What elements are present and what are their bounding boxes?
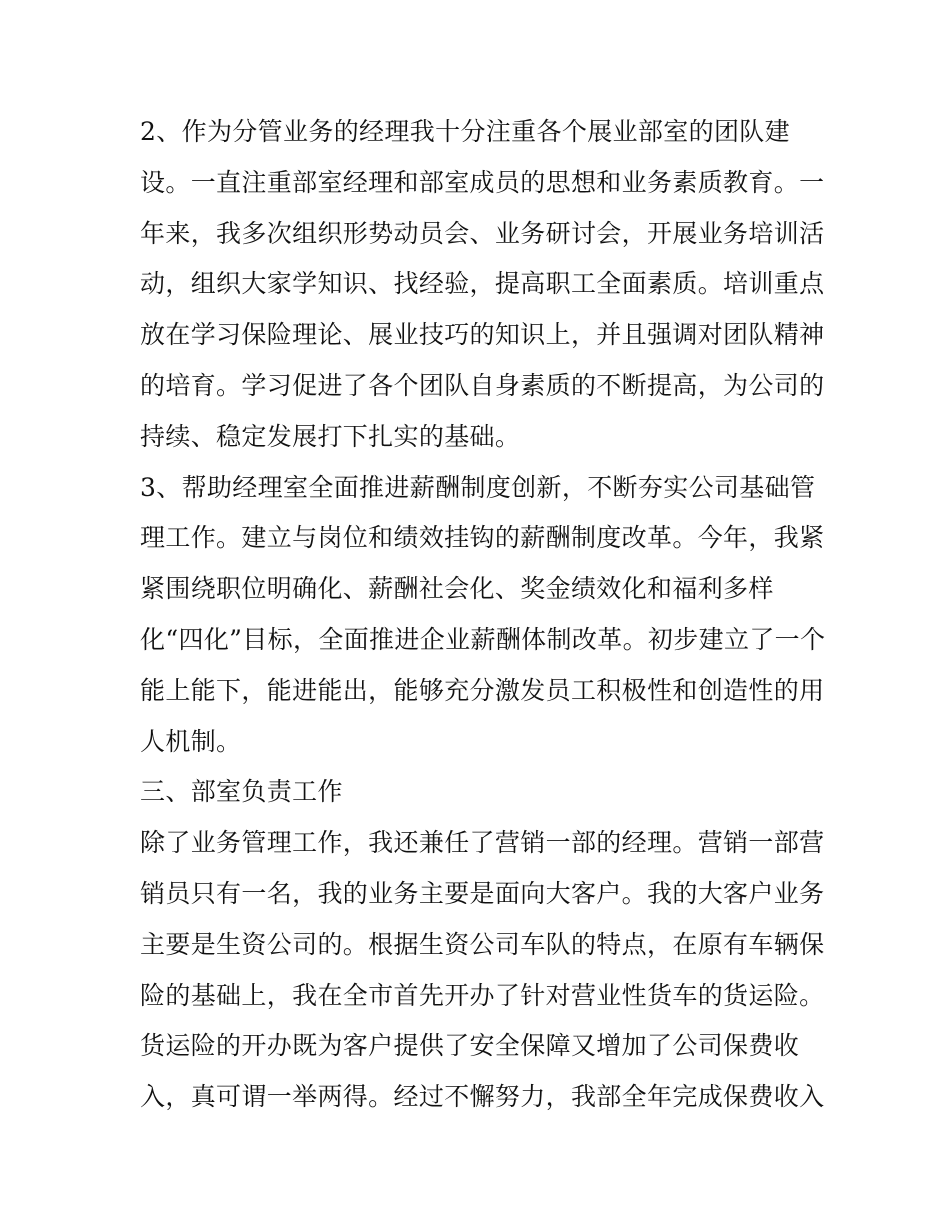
text-line: 的培育。学习促进了各个团队自身素质的不断提高，为公司的 [140,370,825,400]
document-body [140,107,826,1123]
text-line: 险的基础上，我在全市首先开办了针对营业性货车的货运险。 [140,980,825,1010]
text-line: 能上能下，能进能出，能够充分激发员工积极性和创造性的用 [140,675,825,705]
text-line: 放在学习保险理论、展业技巧的知识上，并且强调对团队精神 [140,320,825,350]
text-line: 主要是生资公司的。根据生资公司车队的特点，在原有车辆保 [140,929,825,959]
text-line: 年来，我多次组织形势动员会、业务研讨会，开展业务培训活 [140,218,825,248]
section-heading: 三、部室负责工作 [140,777,343,807]
text-line: 持续、稳定发展打下扎实的基础。 [140,421,521,451]
text-line: 3、帮助经理室全面推进薪酬制度创新，不断夯实公司基础管 [140,472,816,502]
text-line: 动，组织大家学知识、找经验，提高职工全面素质。培训重点 [140,269,825,299]
text-line: 入，真可谓一举两得。经过不懈努力，我部全年完成保费收入 [140,1082,825,1112]
text-line: 销员只有一名，我的业务主要是面向大客户。我的大客户业务 [140,878,825,908]
text-line: 除了业务管理工作，我还兼任了营销一部的经理。营销一部营 [140,828,825,858]
text-line: 2、作为分管业务的经理我十分注重各个展业部室的团队建 [140,117,791,146]
text-line: 化“四化”目标，全面推进企业薪酬体制改革。初步建立了一个 [140,624,826,654]
text-line: 理工作。建立与岗位和绩效挂钩的薪酬制度改革。今年，我紧 [140,523,825,553]
text-line: 设。一直注重部室经理和部室成员的思想和业务素质教育。一 [140,167,825,197]
text-line: 货运险的开办既为客户提供了安全保障又增加了公司保费收 [140,1031,800,1061]
text-line: 紧围绕职位明确化、薪酬社会化、奖金绩效化和福利多样 [140,574,774,604]
text-line: 人机制。 [140,726,242,756]
